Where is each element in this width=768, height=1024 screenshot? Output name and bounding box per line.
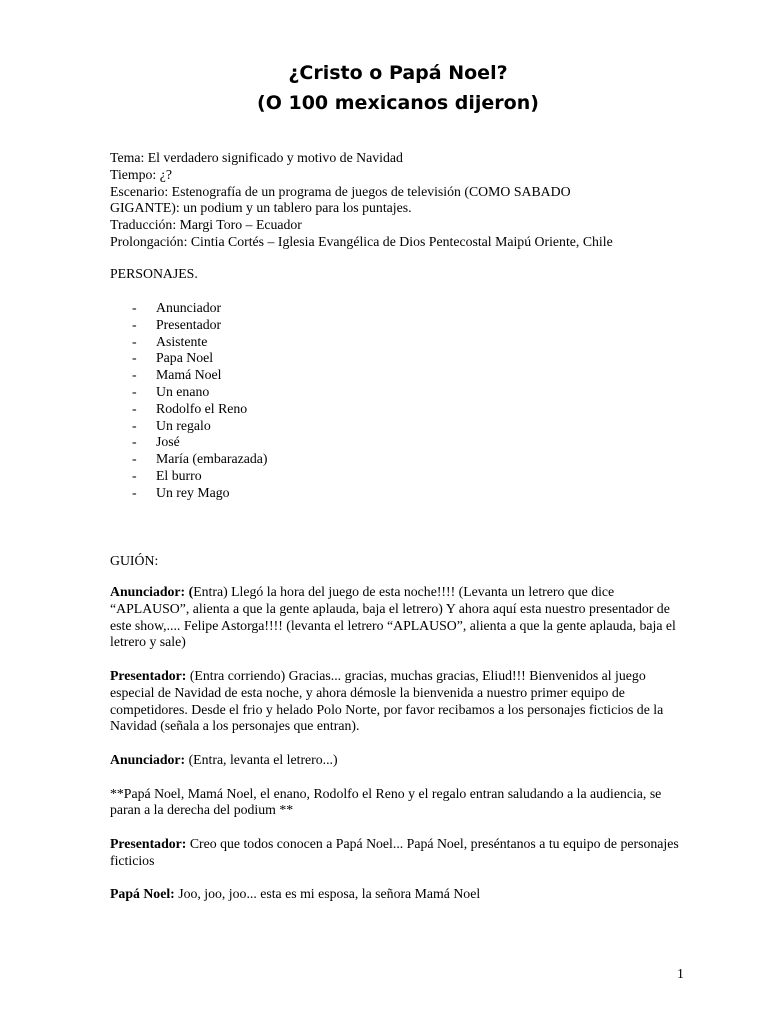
script-body	[110, 584, 682, 920]
meta-tema: Tema: El verdadero significado y motivo de Navidad	[110, 150, 403, 165]
dialogue-text: (Entra, levanta el letrero...)	[185, 751, 338, 767]
speaker-name: Anunciador:	[110, 751, 186, 767]
list-item	[132, 350, 267, 367]
script-paragraph	[110, 584, 682, 651]
meta-traduccion: Traducción: Margi Toro – Ecuador	[110, 217, 302, 233]
list-dash: -	[132, 300, 137, 315]
list-item	[132, 334, 267, 351]
cast-name: Rodolfo el Reno	[156, 400, 248, 416]
cast-name: Anunciador	[156, 300, 222, 315]
cast-list	[132, 300, 267, 502]
list-item	[132, 367, 267, 384]
title-line-2: (O 100 mexicanos dijeron)	[257, 92, 539, 114]
list-dash: -	[132, 467, 137, 483]
dialogue-text: Joo, joo, joo... esta es mi esposa, la señora Mamá Noel	[174, 886, 481, 902]
list-item	[132, 384, 267, 401]
cast-name: Mamá Noel	[156, 367, 222, 383]
guion-heading: GUIÓN:	[110, 553, 159, 568]
cast-name: Un regalo	[156, 417, 211, 433]
list-dash: -	[132, 316, 137, 332]
speaker-name: Presentador:	[110, 835, 187, 851]
script-paragraph	[110, 752, 682, 769]
list-dash: -	[132, 484, 137, 500]
list-dash: -	[132, 367, 137, 383]
list-dash: -	[132, 451, 137, 467]
list-dash: -	[132, 417, 137, 433]
list-dash: -	[132, 383, 137, 399]
dialogue-text: (Entra corriendo) Gracias... gracias, muchas gracias, Eliud!!! Bienvenidos al juego especial de Navidad de esta noche, y ahora démosle la bienvenida a nuestro primer equipo de competidores. Desde el frio y helado Polo Norte, por favor recibamos a los personajes ficticios de la Navidad (señala a los personajes que entran).	[110, 667, 664, 734]
title-line-1: ¿Cristo o Papá Noel?	[288, 62, 508, 84]
page-number: 1	[677, 966, 684, 981]
speaker-name: Papá Noel:	[110, 886, 175, 902]
script-paragraph	[110, 836, 682, 870]
personajes-heading: PERSONAJES.	[110, 266, 198, 281]
cast-name: Un rey Mago	[156, 484, 230, 500]
list-dash: -	[132, 333, 137, 349]
list-dash: -	[132, 350, 137, 366]
document-title	[0, 58, 768, 118]
list-item	[132, 401, 267, 418]
cast-name: José	[156, 434, 180, 450]
list-item	[132, 485, 267, 502]
script-paragraph	[110, 886, 682, 903]
cast-name: Presentador	[156, 316, 222, 332]
cast-name: María (embarazada)	[156, 451, 268, 467]
list-item	[132, 468, 267, 485]
meta-escenario-line-1: Escenario: Estenografía de un programa de juegos de televisión (COMO SABADO	[110, 183, 571, 199]
list-item	[132, 300, 267, 317]
dialogue-text: Creo que todos conocen a Papá Noel... Papá Noel, preséntanos a tu equipo de personajes ficticios	[110, 835, 679, 868]
stage-direction: **Papá Noel, Mamá Noel, el enano, Rodolfo el Reno y el regalo entran saludando a la audiencia, se paran a la derecha del podium **	[110, 785, 662, 818]
list-item	[132, 451, 267, 468]
meta-escenario-line-2: GIGANTE): un podium y un tablero para los puntajes.	[110, 200, 412, 216]
meta-tiempo: Tiempo: ¿?	[110, 166, 172, 182]
dialogue-text: Entra) Llegó la hora del juego de esta noche!!!! (Levanta un letrero que dice “APLAUSO”, alienta a que la gente aplauda, baja el letrero) Y ahora aquí esta nuestro presentador de este show,.... Felipe Astorga!!!! (levanta el letrero “APLAUSO”, alienta a que la gente aplauda, baja el letrero y sale)	[110, 584, 676, 650]
meta-prolongacion: Prolongación: Cintia Cortés – Iglesia Evangélica de Dios Pentecostal Maipú Oriente, Chile	[110, 233, 613, 249]
list-item	[132, 434, 267, 451]
speaker-name: Presentador:	[110, 667, 187, 683]
list-item	[132, 317, 267, 334]
cast-name: Asistente	[156, 333, 208, 349]
cast-name: Papa Noel	[156, 350, 214, 366]
list-dash: -	[132, 434, 137, 450]
speaker-name: Anunciador: (	[110, 584, 194, 599]
list-dash: -	[132, 400, 137, 416]
cast-name: El burro	[156, 467, 202, 483]
script-paragraph	[110, 668, 682, 735]
list-item	[132, 418, 267, 435]
metadata-block	[110, 150, 700, 251]
cast-name: Un enano	[156, 383, 210, 399]
